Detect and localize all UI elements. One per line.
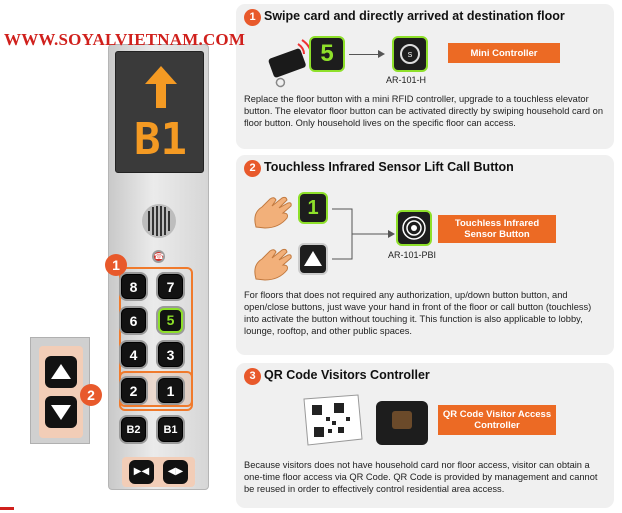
qr-reader-lens	[392, 411, 412, 429]
mini-reader-device	[309, 36, 345, 72]
triangle-up-icon	[45, 356, 77, 388]
floor-button[interactable]: 6	[121, 308, 146, 333]
card-number: 3	[244, 368, 261, 385]
hall-call-badge: 2	[80, 384, 102, 406]
reader-floor-number: 5	[320, 40, 334, 67]
controller-logo-icon	[394, 38, 426, 70]
product-label: QR Code Visitor Access Controller	[438, 405, 556, 435]
door-controls	[122, 457, 195, 487]
floor-button[interactable]: 4	[121, 342, 146, 367]
card-title: Touchless Infrared Sensor Lift Call Button	[264, 160, 514, 174]
product-label: Mini Controller	[448, 43, 560, 63]
card-description: Replace the floor button with a mini RFID controller, upgrade to a touchless elevator button. The elevator floor button can be activated directly by swiping household card on floor button. Only household lives on the specific floor can access.	[244, 94, 604, 128]
mini-controller-device	[392, 36, 428, 72]
arrow-up-icon	[143, 64, 179, 110]
floor-button[interactable]: 7	[158, 274, 183, 299]
speaker-icon	[139, 201, 179, 241]
floor-button[interactable]: 1	[158, 378, 183, 403]
feature-card-1	[236, 4, 614, 149]
feature-card-2	[236, 155, 614, 355]
card-number: 2	[244, 160, 261, 177]
call-down-button[interactable]	[45, 396, 77, 428]
card-description: Because visitors does not have household card nor floor access, visitor can obtain a one-time floor access via QR Code. QR Code is provided by management and cannot be reused in order to effectively control residential area access.	[244, 460, 598, 494]
card-number: 1	[244, 9, 261, 26]
touchless-floor-number: 1	[307, 197, 319, 219]
product-label: Touchless Infrared Sensor Button	[438, 215, 556, 243]
hand-wave-icon	[250, 245, 296, 285]
floor-button[interactable]: 8	[121, 274, 146, 299]
feature-card-3	[236, 363, 614, 508]
floor-buttons-badge: 1	[105, 254, 127, 276]
rfid-card-icon	[266, 32, 314, 90]
current-floor: B1	[134, 114, 187, 165]
floor-button[interactable]: B2	[121, 417, 146, 442]
call-up-button[interactable]	[45, 356, 77, 388]
door-open-button[interactable]: ▶◀	[129, 460, 154, 484]
alarm-button[interactable]: ☎	[154, 252, 164, 261]
card-title: QR Code Visitors Controller	[264, 368, 430, 382]
floor-button[interactable]: 3	[158, 342, 183, 367]
svg-text:S: S	[407, 52, 413, 59]
triangle-down-icon	[45, 396, 77, 428]
floor-button[interactable]: B1	[158, 417, 183, 442]
corner-accent	[0, 507, 14, 510]
device-model: AR-101-H	[386, 75, 427, 85]
bracket-connector	[332, 203, 396, 267]
door-close-button[interactable]: ◀▶	[163, 460, 188, 484]
floor-button-lit[interactable]: 5	[158, 308, 183, 333]
device-model: AR-101-PBI	[388, 250, 437, 260]
hall-call-plate	[39, 346, 83, 438]
wireless-waves-icon	[398, 212, 430, 244]
connector-line	[349, 54, 379, 55]
card-description: For floors that does not required any authorization, up/down button button, and open/close buttons, just wave your hand in front of the floor or call button (touchless) into activate the button without touching it. This function is also applicable to lobby, lounge, rooftop, and other public spaces.	[244, 290, 592, 336]
qr-reader-device	[376, 401, 428, 445]
floor-display	[115, 51, 204, 173]
floor-button[interactable]: 2	[121, 378, 146, 403]
hand-wave-icon	[250, 193, 296, 233]
triangle-up-icon	[300, 245, 326, 273]
card-title: Swipe card and directly arrived at destination floor	[264, 9, 565, 23]
infrared-sensor-device	[396, 210, 432, 246]
arrow-head-icon	[378, 50, 385, 58]
qr-code-paper-icon	[300, 393, 366, 447]
touchless-call-button	[298, 243, 328, 275]
website-watermark: WWW.SOYALVIETNAM.COM	[4, 30, 246, 49]
touchless-floor-button	[298, 192, 328, 224]
